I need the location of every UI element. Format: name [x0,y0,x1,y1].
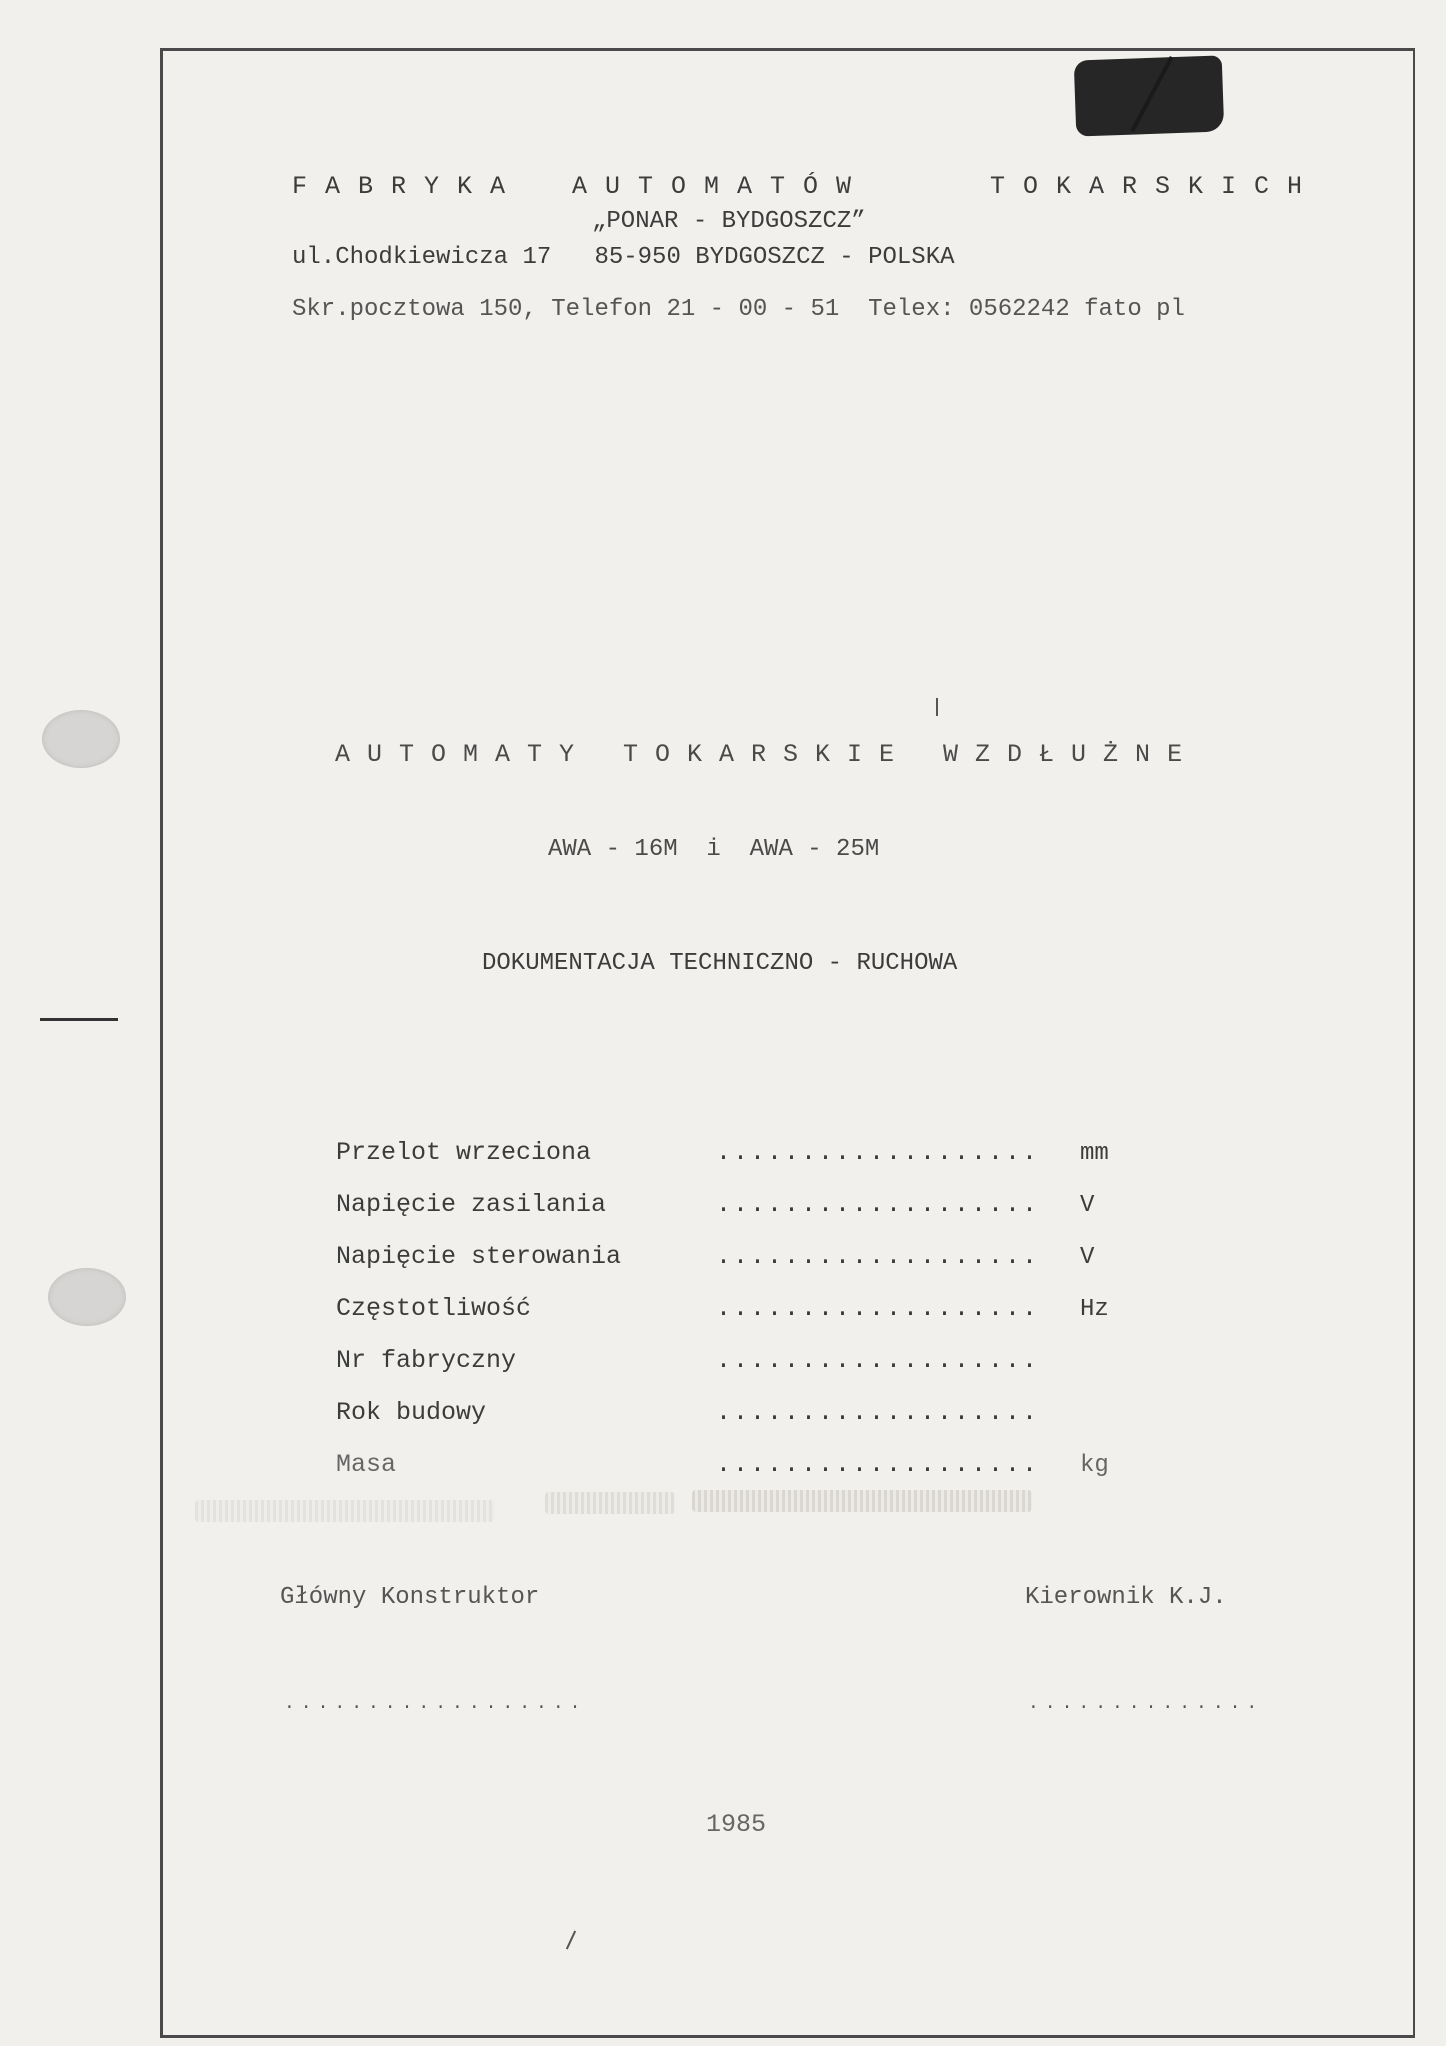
spec-label: Przelot wrzeciona [336,1138,592,1167]
spec-dots: ................... [716,1398,1040,1427]
company-name: „PONAR - BYDGOSZCZ” [592,208,866,235]
spec-label: Masa [336,1450,397,1479]
spec-unit: V [1080,1244,1095,1271]
document-title: AUTOMATY TOKARSKIE WZDŁUŻNE [335,740,1200,769]
spec-unit: Hz [1080,1296,1109,1323]
machine-models: AWA - 16M i AWA - 25M [548,836,880,863]
spec-label: Rok budowy [336,1398,487,1427]
spec-label: Nr fabryczny [336,1346,517,1375]
company-word-2: AUTOMATÓW [572,172,870,201]
spec-dots: ................... [716,1190,1040,1219]
bleed-through-smudge [692,1490,1032,1512]
bleed-through-smudge [195,1500,495,1522]
spec-label: Napięcie sterowania [336,1242,622,1271]
publication-year: 1985 [706,1810,767,1839]
company-address: ul.Chodkiewicza 17 85-950 BYDGOSZCZ - POLSKA [292,244,955,271]
binding-hole-bottom [48,1268,126,1326]
company-contact: Skr.pocztowa 150, Telefon 21 - 00 - 51 Telex: 0562242 fato pl [292,296,1185,323]
spec-dots: ................... [716,1138,1040,1167]
spec-dots: ................... [716,1450,1040,1479]
signature-title-left: Główny Konstruktor [280,1584,540,1611]
binding-mark [40,1018,118,1021]
binding-hole-top [42,710,120,768]
signature-line-left: .................. [284,1694,587,1714]
bleed-through-smudge [545,1492,675,1514]
spec-label: Napięcie zasilania [336,1190,607,1219]
spec-unit: kg [1080,1452,1109,1479]
signature-line-right: .............. [1028,1694,1264,1714]
spec-dots: ................... [716,1346,1040,1375]
spec-dots: ................... [716,1294,1040,1323]
company-word-3: TOKARSKICH [990,172,1321,201]
spec-label: Częstotliwość [336,1294,532,1323]
document-subtitle: DOKUMENTACJA TECHNICZNO - RUCHOWA [482,950,958,977]
pencil-mark [936,698,938,716]
spec-unit: mm [1080,1140,1109,1167]
spec-unit: V [1080,1192,1095,1219]
signature-title-right: Kierownik K.J. [1025,1584,1227,1611]
company-word-1: FABRYKA [292,172,524,201]
page-border [160,48,1415,2038]
spec-dots: ................... [716,1242,1040,1271]
